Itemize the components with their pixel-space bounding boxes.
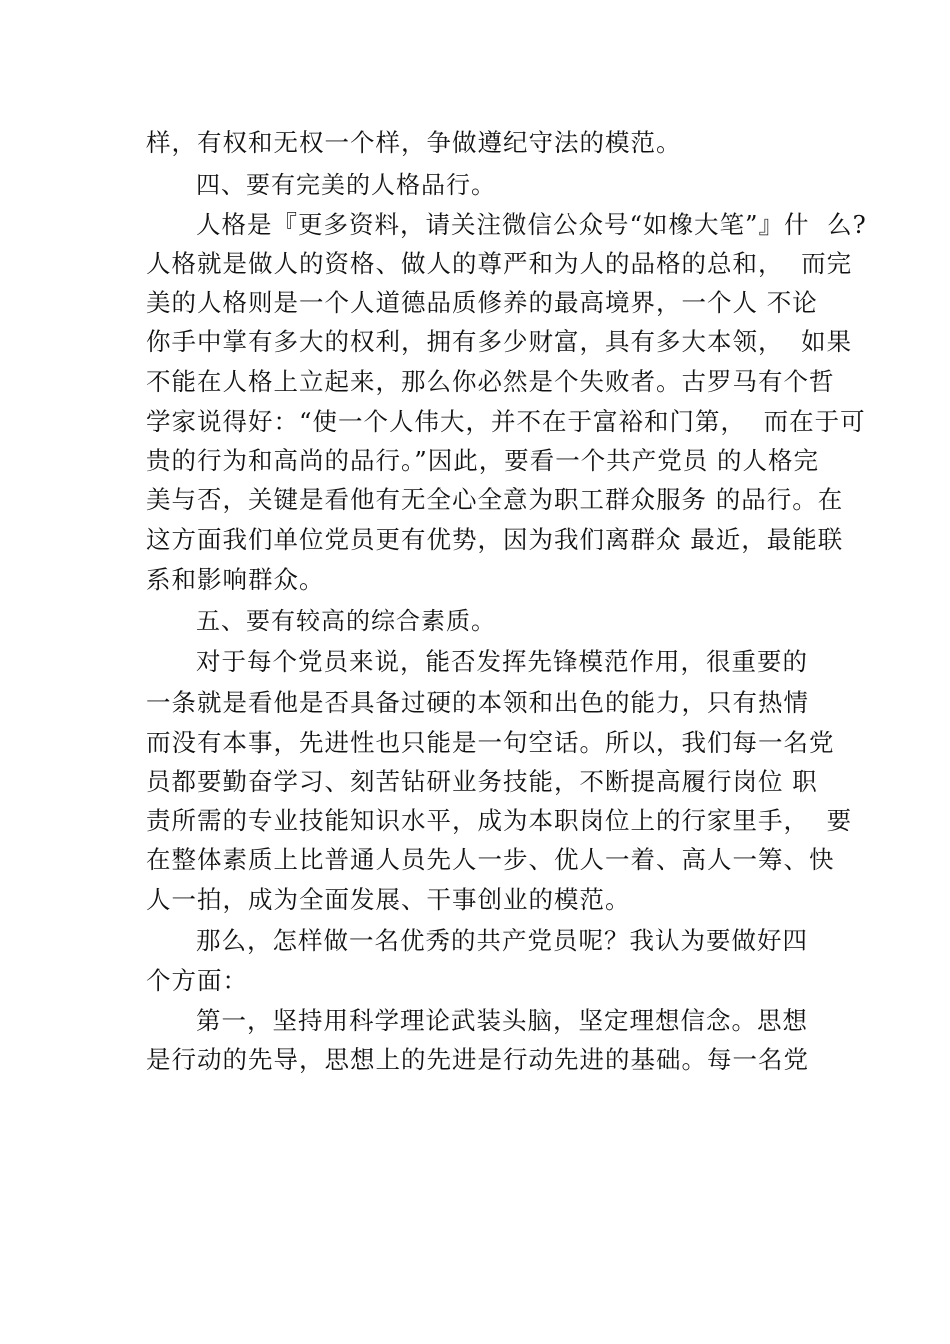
section-heading: 四、要有完美的人格品行。: [196, 171, 496, 199]
text-line: 美与否，关键是看他有无全心全意为职工群众服务 的品行。在: [146, 485, 844, 514]
text-line: 系和影响群众。: [146, 565, 325, 594]
text-line: 不能在人格上立起来，那么你必然是个失败者。古罗马有个哲: [146, 367, 835, 396]
text-line: 那么，怎样做一名优秀的共产党员呢？我认为要做好四: [196, 926, 808, 955]
text-line: 人一拍，成为全面发展、干事创业的模范。: [146, 885, 631, 914]
section-heading: 五、要有较高的综合素质。: [196, 607, 496, 635]
text-line: 员都要勤奋学习、刻苦钻研业务技能，不断提高履行岗位 职: [146, 767, 818, 796]
text-line: 是行动的先导，思想上的先进是行动先进的基础。每一名党: [146, 1045, 809, 1074]
text-line: 这方面我们单位党员更有优势，因为我们离群众 最近，最能联: [146, 525, 844, 554]
text-line: 而没有本事，先进性也只能是一句空话。所以，我们每一名党: [146, 728, 835, 757]
text-line: 责所需的专业技能知识水平，成为本职岗位上的行家里手， 要: [146, 806, 853, 835]
text-line: 个方面：: [146, 966, 248, 995]
text-line: 样，有权和无权一个样，争做遵纪守法的模范。: [146, 128, 682, 157]
text-line: 一条就是看他是否具备过硬的本领和出色的能力，只有热情: [146, 688, 809, 717]
text-line: 在整体素质上比普通人员先人一步、优人一着、高人一筹、快: [146, 845, 835, 874]
text-line: 人格是『更多资料，请关注微信公众号“如橡大笔”』什 么?: [196, 210, 867, 239]
text-line: 第一，坚持用科学理论武装头脑，坚定理想信念。思想: [196, 1006, 808, 1035]
text-line: 贵的行为和高尚的品行。”因此，要看一个共产党员 的人格完: [146, 446, 820, 475]
text-line: 对于每个党员来说，能否发挥先锋模范作用，很重要的: [196, 647, 808, 676]
text-line: 学家说得好：“使一个人伟大，并不在于富裕和门第， 而在于可: [146, 407, 866, 436]
text-line: 人格就是做人的资格、做人的尊严和为人的品格的总和， 而完: [146, 249, 853, 278]
text-line: 美的人格则是一个人道德品质修养的最高境界，一个人 不论: [146, 288, 818, 317]
text-line: 你手中掌有多大的权利，拥有多少财富，具有多大本领， 如果: [146, 327, 853, 356]
